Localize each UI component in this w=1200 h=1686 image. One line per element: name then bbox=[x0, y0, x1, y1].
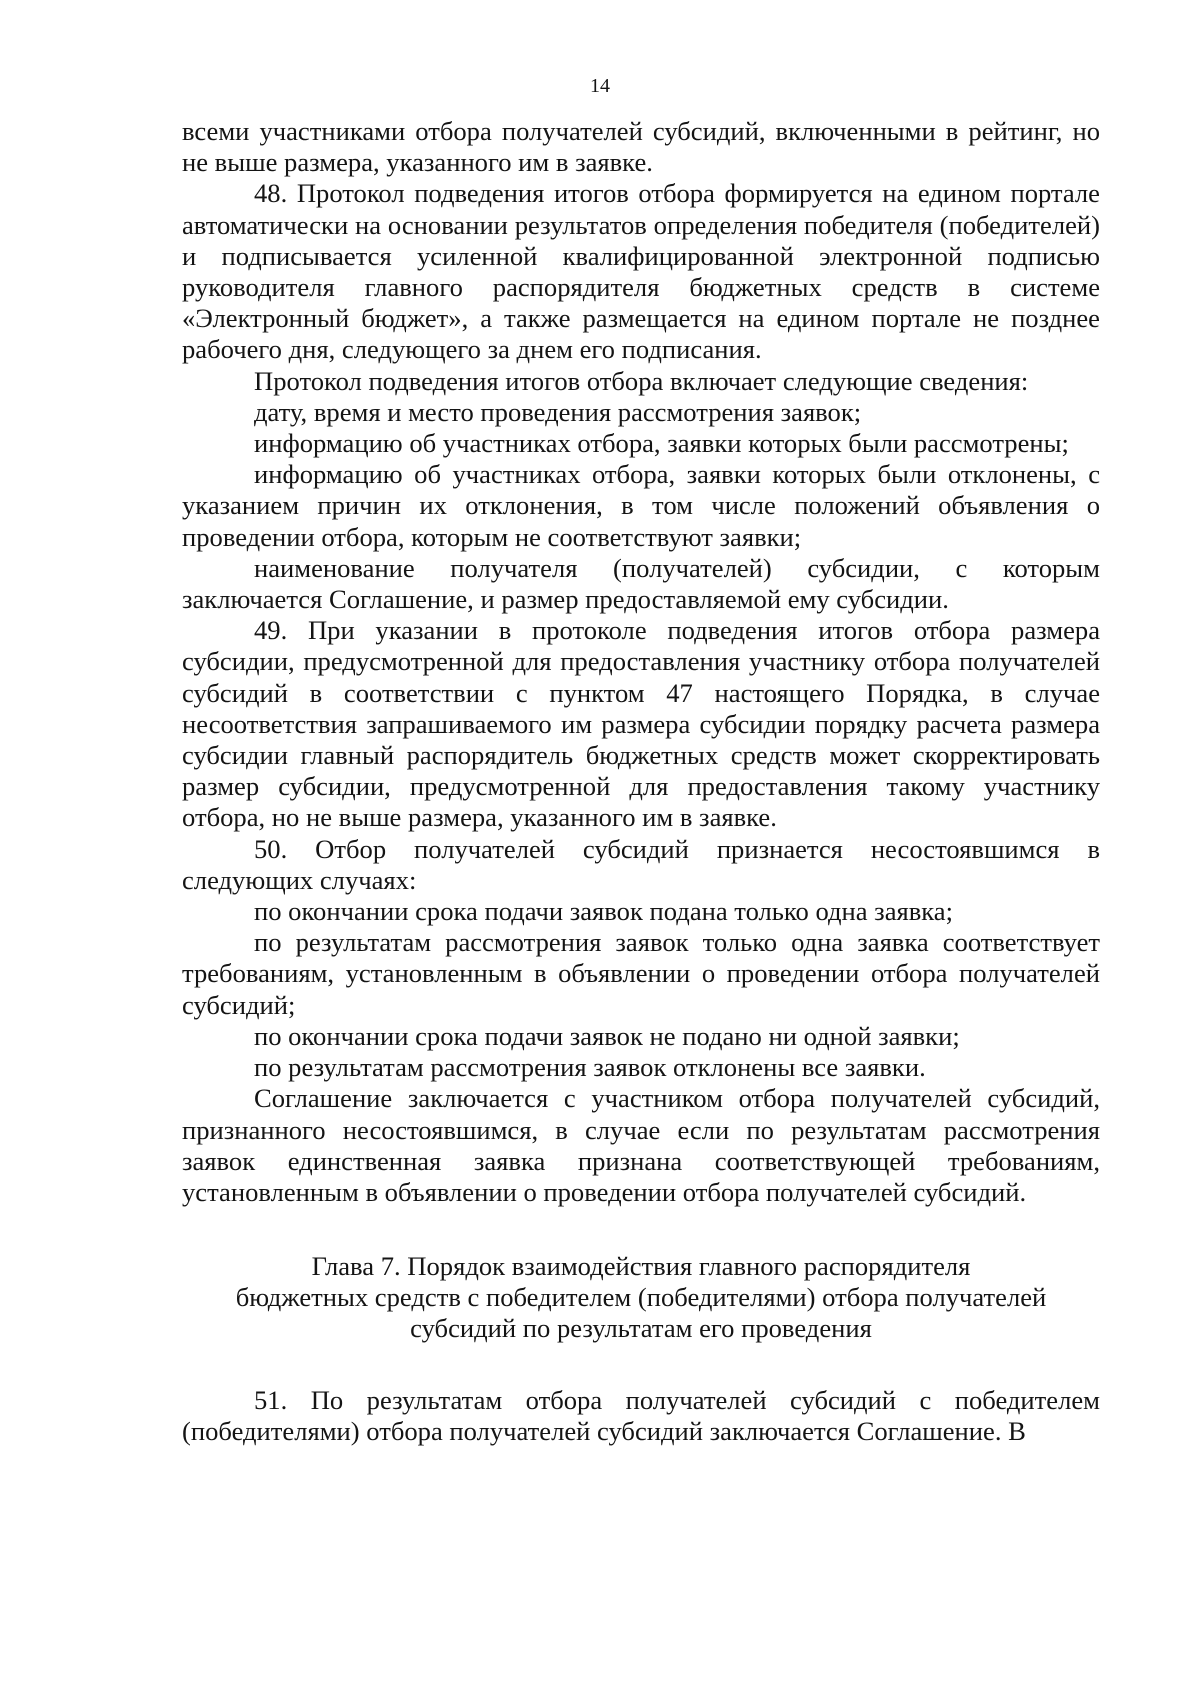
paragraph-49: 49. При указании в протоколе подведения итогов отбора размера субсидии, предусмотренной для предоставления участнику отбора получателей субсидий в соответствии с пунктом 47 настоящего Порядка, в случае несоответствия запрашиваемого им размера субсидии порядку расчета размера субсидии главный распорядитель бюджетных средств может скорректировать размер субсидии, предусмотренной для предоставления такому участнику отбора, но не выше размера, указанного им в заявке. bbox=[182, 615, 1100, 833]
list-item-recipient: наименование получателя (получателей) субсидии, с которым заключается Соглашение, и размер предоставляемой ему субсидии. bbox=[182, 552, 1100, 615]
chapter-7-heading bbox=[182, 1251, 1100, 1344]
chapter-heading-line: субсидий по результатам его проведения bbox=[410, 1313, 872, 1344]
list-item-one-compliant: по результатам рассмотрения заявок только одна заявка соответствует требованиям, установленным в объявлении о проведении отбора получателей субсидий; bbox=[182, 927, 1100, 1020]
list-item-one-application: по окончании срока подачи заявок подана только одна заявка; bbox=[254, 896, 953, 927]
page-number: 14 bbox=[590, 75, 610, 97]
chapter-heading-line: Глава 7. Порядок взаимодействия главного распорядителя bbox=[311, 1251, 971, 1282]
paragraph-50: 50. Отбор получателей субсидий признается несостоявшимся в следующих случаях: bbox=[182, 833, 1100, 895]
chapter-heading-line: бюджетных средств с победителем (победителями) отбора получателей bbox=[235, 1282, 1047, 1313]
paragraph-continuation: всеми участниками отбора получателей субсидий, включенными в рейтинг, но не выше размера, указанного им в заявке. bbox=[182, 116, 1100, 178]
paragraph-48: 48. Протокол подведения итогов отбора формируется на едином портале автоматически на основании результатов определения победителя (победителей) и подписывается усиленной квалифицированной электронной подписью руководителя главного распорядителя бюджетных средств в системе «Электронный бюджет», а также размещается на едином портале не позднее рабочего дня, следующего за днем его подписания. bbox=[182, 178, 1100, 365]
list-item-all-rejected: по результатам рассмотрения заявок отклонены все заявки. bbox=[254, 1052, 926, 1083]
list-item-date-time: дату, время и место проведения рассмотрения заявок; bbox=[254, 396, 862, 427]
document-body bbox=[182, 116, 1100, 1448]
paragraph-agreement: Соглашение заключается с участником отбора получателей субсидий, признанного несостоявшимся, в случае если по результатам рассмотрения заявок единственная заявка признана соответствующей требованиям, установленным в объявлении о проведении отбора получателей субсидий. bbox=[182, 1083, 1100, 1207]
list-item-rejected: информацию об участниках отбора, заявки которых были отклонены, с указанием причин их отклонения, в том числе положений объявления о проведении отбора, которым не соответствуют заявки; bbox=[182, 459, 1100, 552]
paragraph-51: 51. По результатам отбора получателей субсидий с победителем (победителями) отбора получателей субсидий заключается Соглашение. В bbox=[182, 1385, 1100, 1447]
list-item-reviewed: информацию об участниках отбора, заявки которых были рассмотрены; bbox=[254, 428, 1069, 459]
paragraph-protocol-info: Протокол подведения итогов отбора включает следующие сведения: bbox=[254, 365, 1029, 396]
list-item-no-applications: по окончании срока подачи заявок не подано ни одной заявки; bbox=[254, 1020, 960, 1051]
